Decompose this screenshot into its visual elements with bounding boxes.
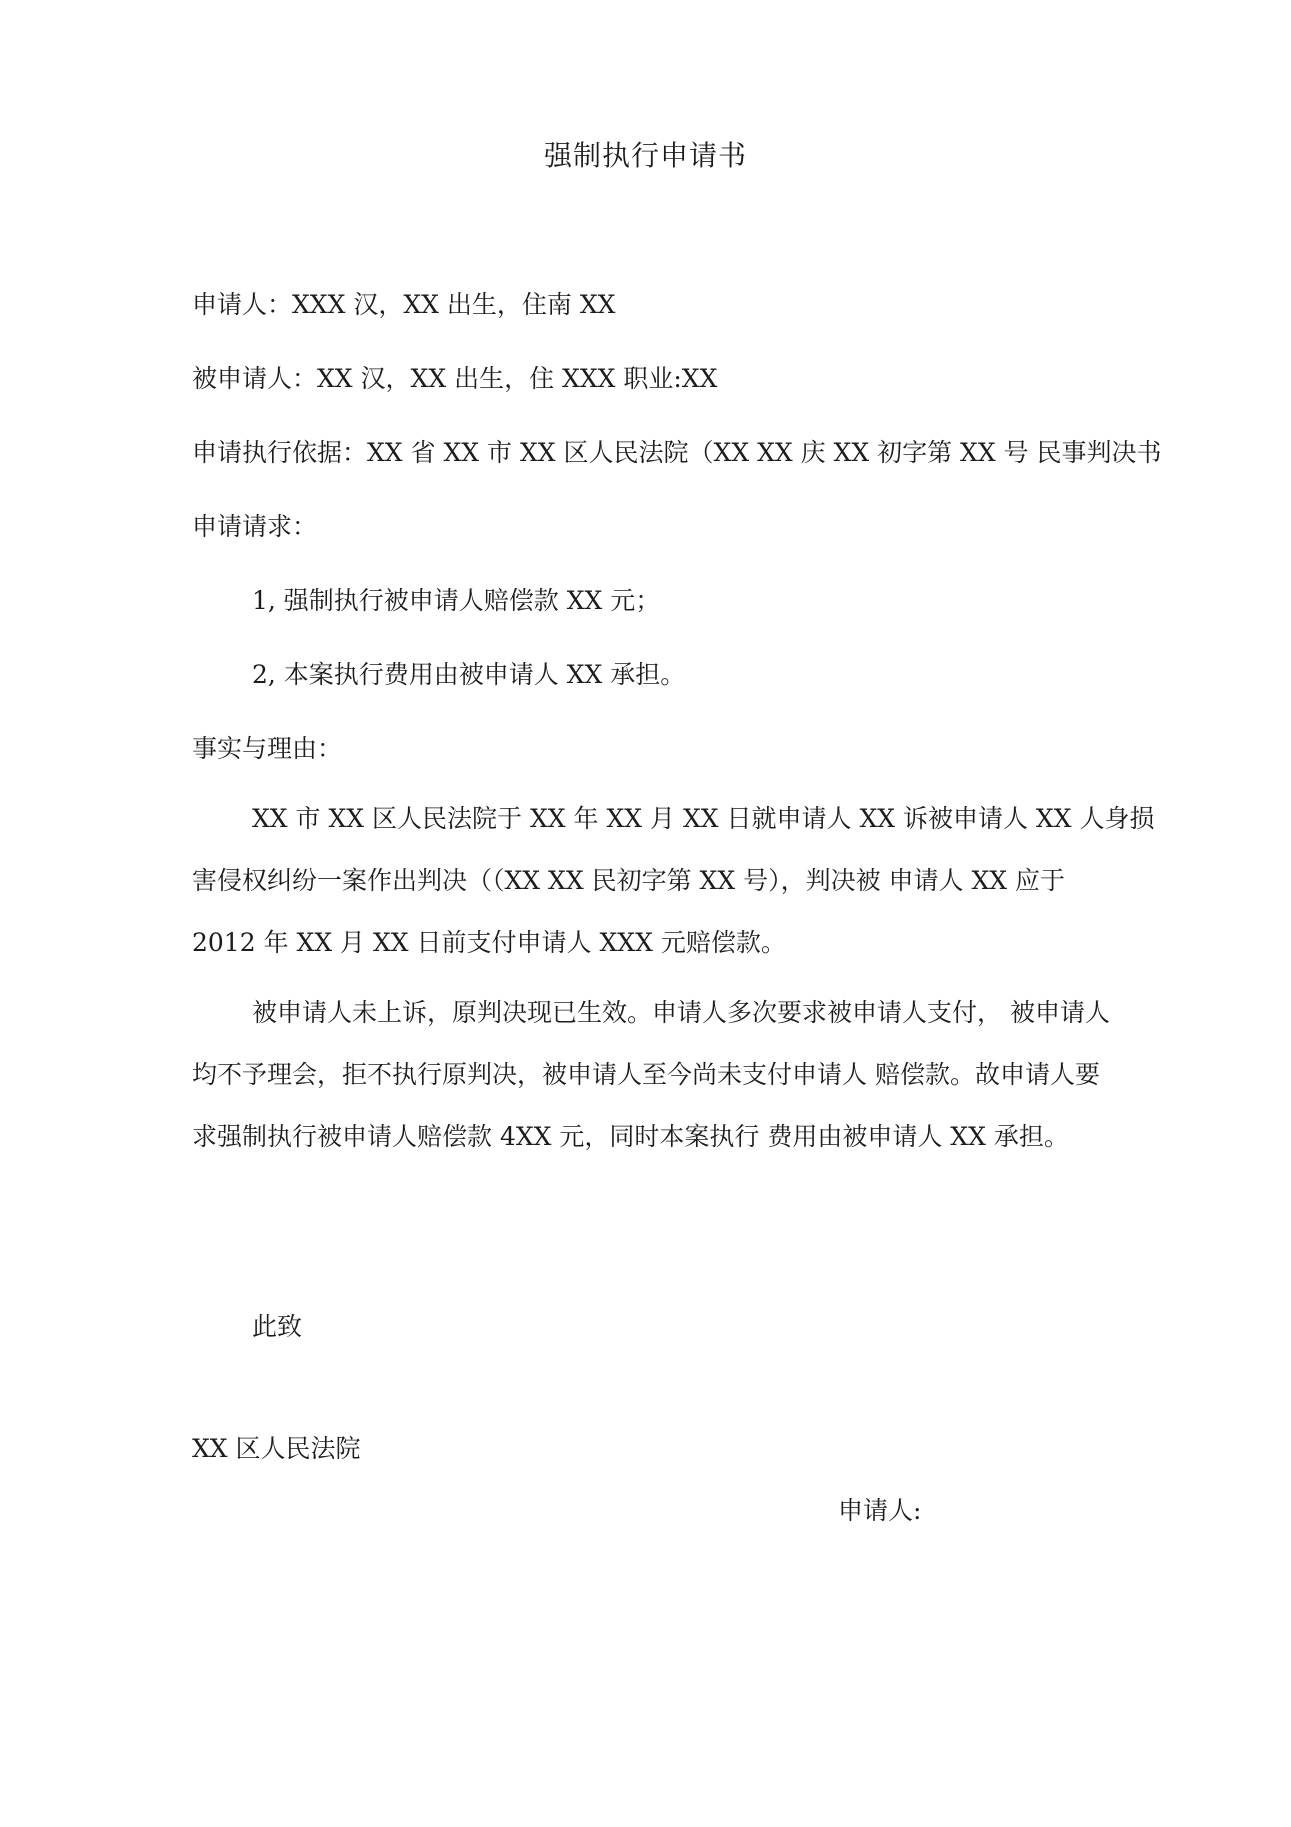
facts-heading: 事实与理由：: [192, 734, 343, 763]
facts-paragraph-line: 害侵权纠纷一案作出判决（（XX XX 民初字第 XX 号），判决被 申请人 XX 应于: [192, 866, 1066, 895]
applicant-line: 申请人：XXX 汉，XX 出生，住南 XX: [192, 290, 616, 319]
closing-salutation: 此致: [252, 1312, 303, 1341]
signature-label: 申请人:: [838, 1496, 922, 1525]
facts-paragraph-line: 被申请人未上诉，原判决现已生效。申请人多次要求被申请人支付， 被申请人: [252, 998, 1110, 1027]
requests-heading: 申请请求：: [192, 512, 318, 541]
court-name: XX 区人民法院: [192, 1434, 361, 1463]
execution-basis-line: 申请执行依据：XX 省 XX 市 XX 区人民法院（XX XX 庆 XX 初字第 XX 号 民事判决书: [192, 438, 1162, 467]
facts-paragraph-line: 均不予理会，拒不执行原判决，被申请人至今尚未支付申请人 赔偿款。故申请人要: [192, 1060, 1100, 1089]
facts-paragraph-line: 求强制执行被申请人赔偿款 4XX 元，同时本案执行 费用由被申请人 XX 承担。: [192, 1122, 1069, 1151]
document-title: 强制执行申请书: [543, 139, 747, 172]
facts-paragraph-line: 2012 年 XX 月 XX 日前支付申请人 XXX 元赔偿款。: [192, 928, 786, 957]
facts-paragraph-line: XX 市 XX 区人民法院于 XX 年 XX 月 XX 日就申请人 XX 诉被申请人 XX 人身损: [252, 804, 1155, 833]
request-item: 2, 本案执行费用由被申请人 XX 承担。: [252, 660, 686, 689]
respondent-line: 被申请人：XX 汉，XX 出生，住 XXX 职业:XX: [192, 364, 718, 393]
request-item: 1, 强制执行被申请人赔偿款 XX 元；: [252, 586, 661, 615]
